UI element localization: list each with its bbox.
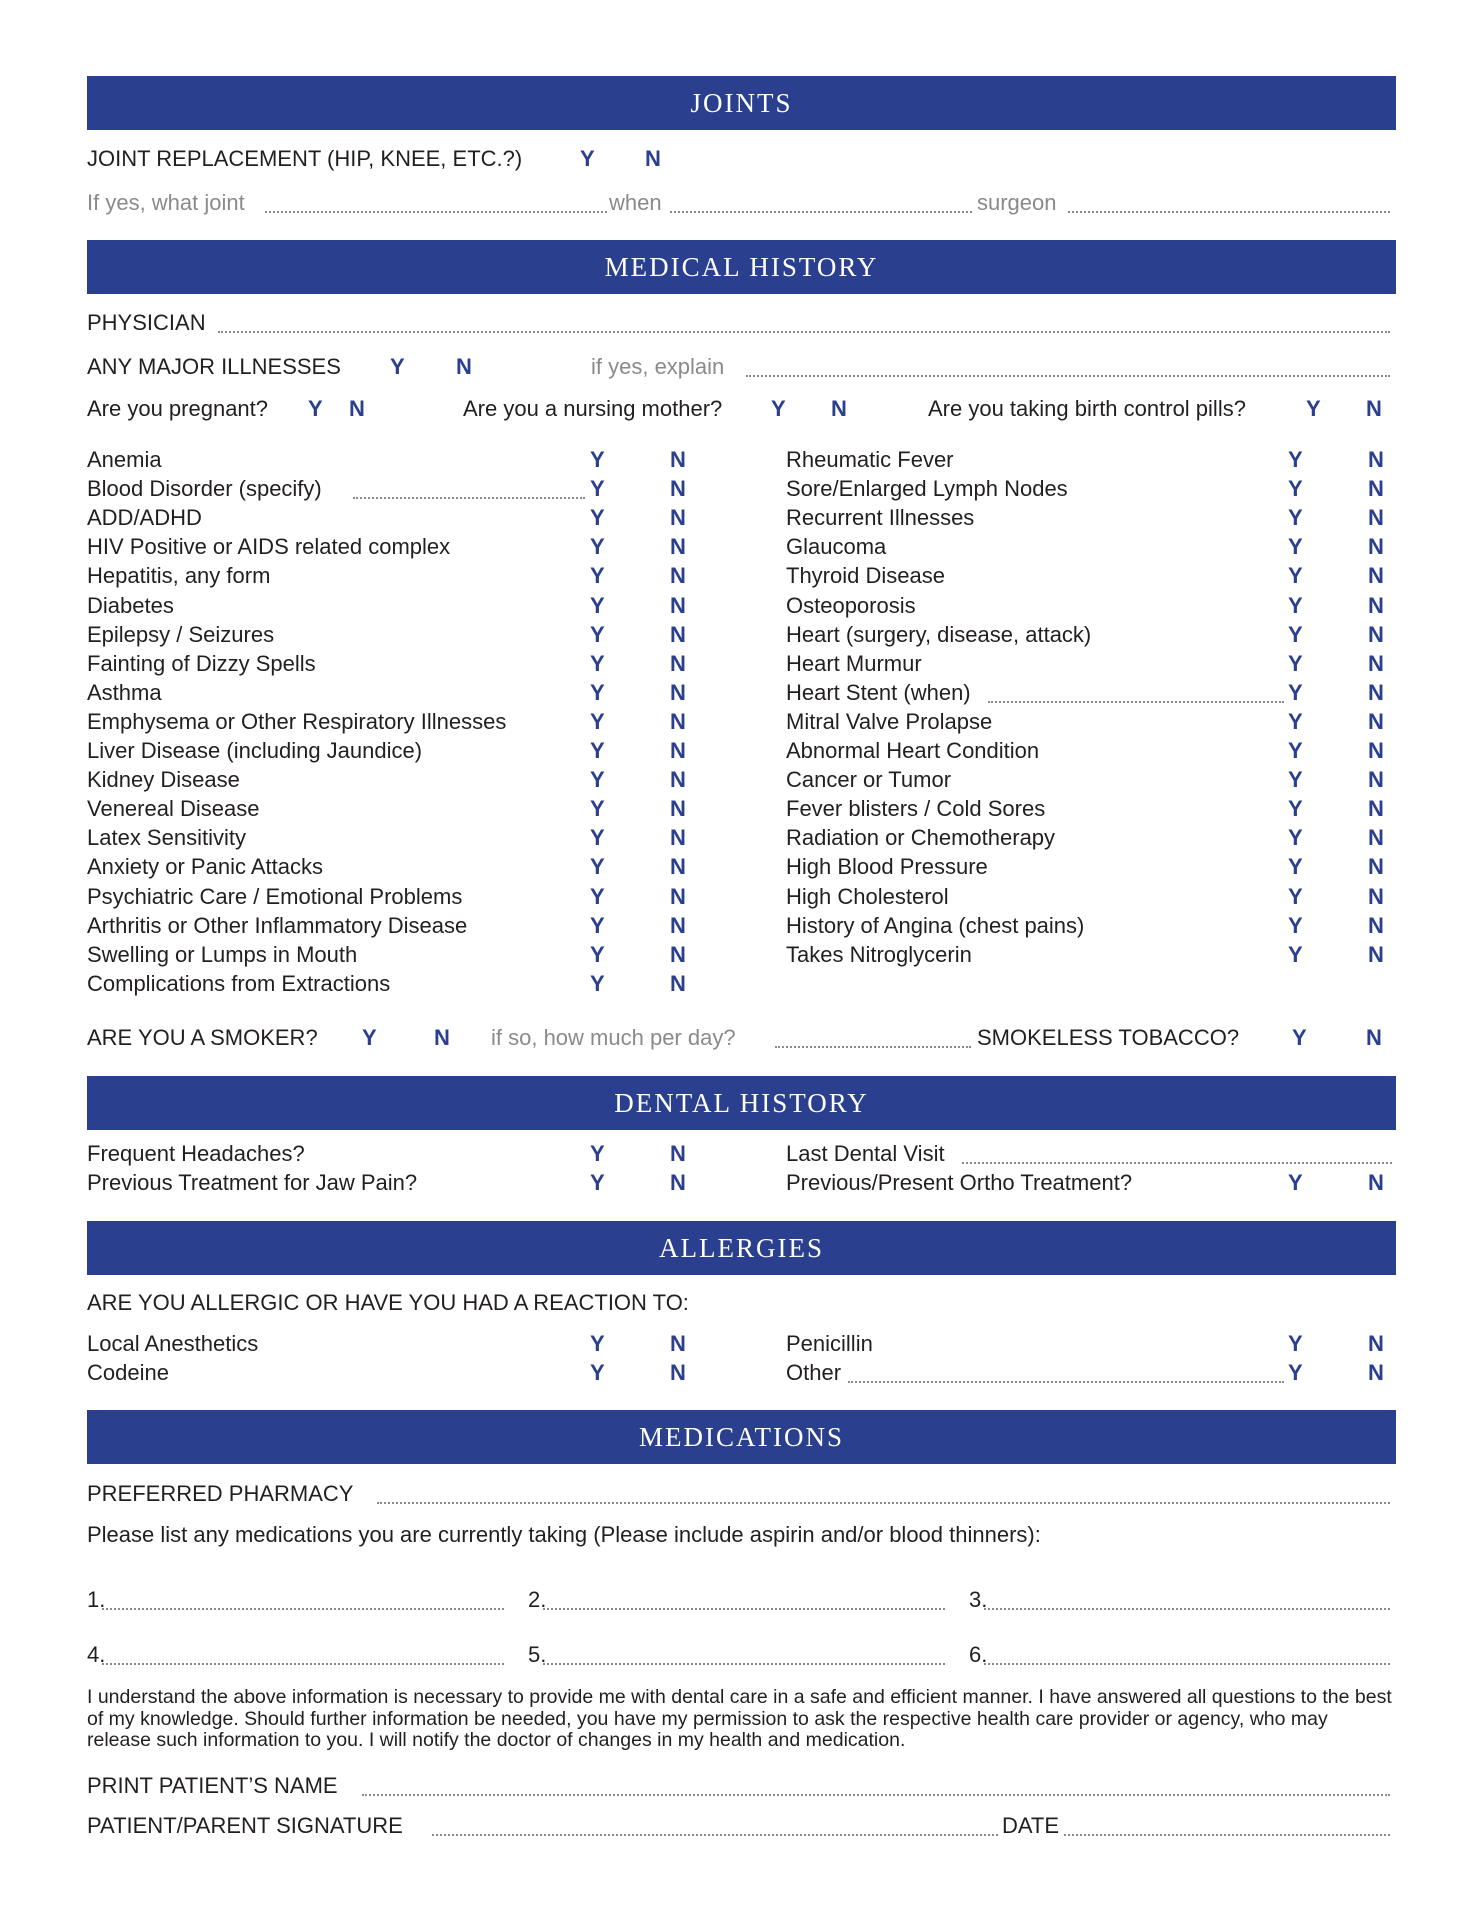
condition-label-thyroid-disease: Thyroid Disease	[786, 563, 945, 589]
condition-label-heart-stent-when: Heart Stent (when)	[786, 679, 971, 705]
condition-yes-osteoporosis[interactable]: Y	[1288, 592, 1303, 618]
section-header-joints: JOINTS	[87, 76, 1396, 130]
condition-no-fever-blisters-cold-sores[interactable]: N	[1368, 796, 1384, 822]
medication-slot-6-field[interactable]	[984, 1663, 1390, 1665]
section-header-medical-history: MEDICAL HISTORY	[87, 240, 1396, 294]
condition-label-hiv-positive-or-aids-related-complex: HIV Positive or AIDS related complex	[87, 534, 451, 560]
condition-label-diabetes: Diabetes	[87, 592, 174, 618]
medication-slot-2-label: 2.	[528, 1587, 547, 1612]
last-dental-visit-label: Last Dental Visit	[786, 1141, 945, 1166]
condition-yes-complications-from-extractions[interactable]: Y	[590, 970, 605, 996]
condition-no-mitral-valve-prolapse[interactable]: N	[1368, 708, 1384, 734]
condition-detail-field-heart-stent-when[interactable]	[988, 701, 1284, 703]
medication-slot-4-field[interactable]	[102, 1663, 504, 1665]
medication-slot-1-field[interactable]	[102, 1608, 504, 1610]
condition-no-fainting-of-dizzy-spells[interactable]: N	[670, 650, 686, 676]
birth-control-yes[interactable]: Y	[1306, 396, 1321, 421]
headaches-no[interactable]: N	[670, 1141, 686, 1166]
allergy-question: ARE YOU ALLERGIC OR HAVE YOU HAD A REACTION TO:	[87, 1290, 689, 1315]
condition-label-high-cholesterol: High Cholesterol	[786, 883, 949, 909]
condition-label-arthritis-or-other-inflammatory-disease: Arthritis or Other Inflammatory Disease	[87, 912, 468, 938]
condition-yes-anemia[interactable]: Y	[590, 447, 605, 472]
medication-slot-1-label: 1.	[87, 1587, 106, 1612]
condition-yes-heart-stent-when[interactable]: Y	[1288, 679, 1303, 705]
condition-label-osteoporosis: Osteoporosis	[786, 592, 916, 618]
condition-label-blood-disorder-specify: Blood Disorder (specify)	[87, 476, 322, 502]
medication-slot-5-field[interactable]	[543, 1663, 945, 1665]
condition-label-radiation-or-chemotherapy: Radiation or Chemotherapy	[786, 825, 1056, 851]
condition-yes-recurrent-illnesses[interactable]: Y	[1288, 505, 1303, 531]
medication-slot-2-field[interactable]	[543, 1608, 945, 1610]
condition-no-add-adhd[interactable]: N	[670, 505, 686, 531]
condition-yes-psychiatric-care-emotional-problems[interactable]: Y	[590, 883, 605, 909]
signature-field[interactable]	[432, 1834, 998, 1836]
condition-no-anxiety-or-panic-attacks[interactable]: N	[670, 854, 686, 880]
when-field[interactable]	[670, 211, 972, 213]
condition-no-latex-sensitivity[interactable]: N	[670, 825, 686, 851]
condition-label-epilepsy-seizures: Epilepsy / Seizures	[87, 621, 275, 647]
date-field[interactable]	[1064, 1834, 1390, 1836]
per-day-field[interactable]	[775, 1046, 971, 1048]
condition-label-recurrent-illnesses: Recurrent Illnesses	[786, 505, 975, 531]
medication-slot-4-label: 4.	[87, 1642, 106, 1667]
condition-label-heart-surgery-disease-attack: Heart (surgery, disease, attack)	[786, 621, 1092, 647]
section-header-dental-history: DENTAL HISTORY	[87, 1076, 1396, 1130]
condition-detail-field-blood-disorder-specify[interactable]	[353, 497, 585, 499]
condition-yes-epilepsy-seizures[interactable]: Y	[590, 621, 605, 647]
condition-no-thyroid-disease[interactable]: N	[1368, 563, 1384, 589]
condition-label-mitral-valve-prolapse: Mitral Valve Prolapse	[786, 708, 993, 734]
condition-no-cancer-or-tumor[interactable]: N	[1368, 767, 1384, 793]
what-joint-label: If yes, what joint	[87, 190, 245, 215]
condition-no-glaucoma[interactable]: N	[1368, 534, 1384, 560]
condition-label-sore-enlarged-lymph-nodes: Sore/Enlarged Lymph Nodes	[786, 476, 1068, 502]
condition-no-history-of-angina-chest-pains[interactable]: N	[1368, 912, 1384, 938]
condition-no-kidney-disease[interactable]: N	[670, 767, 686, 793]
codeine-label: Codeine	[87, 1360, 169, 1385]
other-allergy-field[interactable]	[848, 1381, 1284, 1383]
medication-slot-6-label: 6.	[969, 1642, 988, 1667]
date-label: DATE	[1002, 1813, 1060, 1838]
condition-yes-history-of-angina-chest-pains[interactable]: Y	[1288, 912, 1303, 938]
other-allergy-yes[interactable]: Y	[1288, 1360, 1303, 1385]
jaw-pain-yes[interactable]: Y	[590, 1170, 605, 1195]
joint-replacement-no[interactable]: N	[645, 146, 661, 171]
condition-yes-glaucoma[interactable]: Y	[1288, 534, 1303, 560]
condition-no-abnormal-heart-condition[interactable]: N	[1368, 738, 1384, 763]
penicillin-no[interactable]: N	[1368, 1331, 1384, 1356]
nursing-yes[interactable]: Y	[771, 396, 786, 421]
condition-yes-radiation-or-chemotherapy[interactable]: Y	[1288, 825, 1303, 851]
condition-no-anemia[interactable]: N	[670, 447, 686, 472]
physician-label: PHYSICIAN	[87, 310, 206, 335]
last-dental-visit-field[interactable]	[962, 1162, 1392, 1164]
condition-no-heart-murmur[interactable]: N	[1368, 650, 1384, 676]
condition-no-sore-enlarged-lymph-nodes[interactable]: N	[1368, 476, 1384, 502]
condition-no-takes-nitroglycerin[interactable]: N	[1368, 941, 1384, 967]
medication-slot-3-label: 3.	[969, 1587, 988, 1612]
local-anesthetics-label: Local Anesthetics	[87, 1331, 259, 1356]
condition-yes-hiv-positive-or-aids-related-complex[interactable]: Y	[590, 534, 605, 560]
condition-yes-heart-murmur[interactable]: Y	[1288, 650, 1303, 676]
condition-no-rheumatic-fever[interactable]: N	[1368, 447, 1384, 472]
condition-label-add-adhd: ADD/ADHD	[87, 505, 202, 531]
consent-statement: I understand the above information is necessary to provide me with dental care in a safe and efficient manner. I have answered all questions to the best of my knowledge. Should further information be needed, you have my permission to ask the respective health care provider or agency, who may release such information to you. I will notify the doctor of changes in my health and medication.	[87, 1686, 1392, 1751]
ortho-no[interactable]: N	[1368, 1170, 1384, 1195]
condition-no-heart-surgery-disease-attack[interactable]: N	[1368, 621, 1384, 647]
pregnant-no[interactable]: N	[349, 396, 365, 421]
ortho-label: Previous/Present Ortho Treatment?	[786, 1170, 1133, 1195]
explain-label: if yes, explain	[591, 354, 725, 379]
condition-yes-latex-sensitivity[interactable]: Y	[590, 825, 605, 851]
condition-label-latex-sensitivity: Latex Sensitivity	[87, 825, 246, 851]
condition-no-arthritis-or-other-inflammatory-disease[interactable]: N	[670, 912, 686, 938]
what-joint-field[interactable]	[265, 211, 607, 213]
condition-no-swelling-or-lumps-in-mouth[interactable]: N	[670, 941, 686, 967]
pregnant-yes[interactable]: Y	[308, 396, 323, 421]
condition-yes-fainting-of-dizzy-spells[interactable]: Y	[590, 650, 605, 676]
condition-no-venereal-disease[interactable]: N	[670, 796, 686, 822]
condition-no-radiation-or-chemotherapy[interactable]: N	[1368, 825, 1384, 851]
condition-yes-anxiety-or-panic-attacks[interactable]: Y	[590, 854, 605, 880]
smoker-no[interactable]: N	[434, 1025, 450, 1050]
condition-label-venereal-disease: Venereal Disease	[87, 796, 260, 822]
penicillin-label: Penicillin	[786, 1331, 873, 1356]
smoker-yes[interactable]: Y	[362, 1025, 377, 1050]
condition-no-psychiatric-care-emotional-problems[interactable]: N	[670, 883, 686, 909]
penicillin-yes[interactable]: Y	[1288, 1331, 1303, 1356]
condition-label-fever-blisters-cold-sores: Fever blisters / Cold Sores	[786, 796, 1046, 822]
physician-field[interactable]	[218, 331, 1390, 333]
condition-no-hiv-positive-or-aids-related-complex[interactable]: N	[670, 534, 686, 560]
codeine-yes[interactable]: Y	[590, 1360, 605, 1385]
per-day-label: if so, how much per day?	[491, 1025, 736, 1050]
medication-list-prompt: Please list any medications you are currently taking (Please include aspirin and/or blood thinners):	[87, 1522, 1041, 1547]
condition-no-blood-disorder-specify[interactable]: N	[670, 476, 686, 502]
condition-label-cancer-or-tumor: Cancer or Tumor	[786, 767, 952, 793]
condition-label-abnormal-heart-condition: Abnormal Heart Condition	[786, 738, 1040, 763]
explain-field[interactable]	[746, 375, 1390, 377]
other-allergy-no[interactable]: N	[1368, 1360, 1384, 1385]
condition-yes-cancer-or-tumor[interactable]: Y	[1288, 767, 1303, 793]
surgeon-field[interactable]	[1068, 211, 1390, 213]
condition-label-swelling-or-lumps-in-mouth: Swelling or Lumps in Mouth	[87, 941, 358, 967]
major-illnesses-no[interactable]: N	[456, 354, 472, 379]
condition-no-liver-disease-including-jaundice[interactable]: N	[670, 738, 686, 763]
condition-label-high-blood-pressure: High Blood Pressure	[786, 854, 988, 880]
pharmacy-field[interactable]	[377, 1502, 1390, 1504]
condition-label-kidney-disease: Kidney Disease	[87, 767, 240, 793]
major-illnesses-label: ANY MAJOR ILLNESSES	[87, 354, 341, 379]
condition-no-recurrent-illnesses[interactable]: N	[1368, 505, 1384, 531]
condition-label-anxiety-or-panic-attacks: Anxiety or Panic Attacks	[87, 854, 323, 880]
joint-replacement-yes[interactable]: Y	[580, 146, 595, 171]
condition-no-high-blood-pressure[interactable]: N	[1368, 854, 1384, 880]
smokeless-no[interactable]: N	[1366, 1025, 1382, 1050]
condition-yes-high-blood-pressure[interactable]: Y	[1288, 854, 1303, 880]
ortho-yes[interactable]: Y	[1288, 1170, 1303, 1195]
local-anesthetics-yes[interactable]: Y	[590, 1331, 605, 1356]
condition-yes-heart-surgery-disease-attack[interactable]: Y	[1288, 621, 1303, 647]
condition-yes-liver-disease-including-jaundice[interactable]: Y	[590, 738, 605, 763]
condition-label-psychiatric-care-emotional-problems: Psychiatric Care / Emotional Problems	[87, 883, 463, 909]
headaches-label: Frequent Headaches?	[87, 1141, 305, 1166]
condition-yes-emphysema-or-other-respiratory-illnesses[interactable]: Y	[590, 708, 605, 734]
nursing-label: Are you a nursing mother?	[463, 396, 723, 421]
headaches-yes[interactable]: Y	[590, 1141, 605, 1166]
condition-yes-thyroid-disease[interactable]: Y	[1288, 563, 1303, 589]
condition-no-osteoporosis[interactable]: N	[1368, 592, 1384, 618]
pregnant-label: Are you pregnant?	[87, 396, 269, 421]
condition-yes-venereal-disease[interactable]: Y	[590, 796, 605, 822]
condition-label-complications-from-extractions: Complications from Extractions	[87, 970, 391, 996]
condition-no-asthma[interactable]: N	[670, 679, 686, 705]
condition-label-liver-disease-including-jaundice: Liver Disease (including Jaundice)	[87, 738, 423, 763]
condition-yes-add-adhd[interactable]: Y	[590, 505, 605, 531]
condition-no-hepatitis-any-form[interactable]: N	[670, 563, 686, 589]
condition-yes-takes-nitroglycerin[interactable]: Y	[1288, 941, 1303, 967]
condition-label-rheumatic-fever: Rheumatic Fever	[786, 447, 954, 472]
birth-control-no[interactable]: N	[1366, 396, 1382, 421]
condition-no-emphysema-or-other-respiratory-illnesses[interactable]: N	[670, 708, 686, 734]
major-illnesses-yes[interactable]: Y	[390, 354, 405, 379]
condition-yes-arthritis-or-other-inflammatory-disease[interactable]: Y	[590, 912, 605, 938]
condition-label-hepatitis-any-form: Hepatitis, any form	[87, 563, 271, 589]
condition-label-fainting-of-dizzy-spells: Fainting of Dizzy Spells	[87, 650, 316, 676]
pharmacy-label: PREFERRED PHARMACY	[87, 1481, 354, 1506]
condition-yes-hepatitis-any-form[interactable]: Y	[590, 563, 605, 589]
condition-yes-blood-disorder-specify[interactable]: Y	[590, 476, 605, 502]
condition-yes-swelling-or-lumps-in-mouth[interactable]: Y	[590, 941, 605, 967]
condition-no-epilepsy-seizures[interactable]: N	[670, 621, 686, 647]
smokeless-tobacco-label: SMOKELESS TOBACCO?	[977, 1025, 1240, 1050]
condition-no-heart-stent-when[interactable]: N	[1368, 679, 1384, 705]
condition-label-anemia: Anemia	[87, 447, 162, 472]
birth-control-label: Are you taking birth control pills?	[928, 396, 1246, 421]
condition-yes-high-cholesterol[interactable]: Y	[1288, 883, 1303, 909]
condition-yes-kidney-disease[interactable]: Y	[590, 767, 605, 793]
condition-label-emphysema-or-other-respiratory-illnesses: Emphysema or Other Respiratory Illnesses	[87, 708, 507, 734]
condition-yes-mitral-valve-prolapse[interactable]: Y	[1288, 708, 1303, 734]
condition-yes-sore-enlarged-lymph-nodes[interactable]: Y	[1288, 476, 1303, 502]
print-name-label: PRINT PATIENT’S NAME	[87, 1773, 338, 1798]
condition-yes-diabetes[interactable]: Y	[590, 592, 605, 618]
smokeless-yes[interactable]: Y	[1292, 1025, 1307, 1050]
condition-label-glaucoma: Glaucoma	[786, 534, 887, 560]
jaw-pain-no[interactable]: N	[670, 1170, 686, 1195]
condition-yes-rheumatic-fever[interactable]: Y	[1288, 447, 1303, 472]
condition-no-high-cholesterol[interactable]: N	[1368, 883, 1384, 909]
condition-yes-fever-blisters-cold-sores[interactable]: Y	[1288, 796, 1303, 822]
medication-slot-3-field[interactable]	[984, 1608, 1390, 1610]
print-name-field[interactable]	[362, 1794, 1390, 1796]
when-label: when	[609, 190, 662, 215]
other-allergy-label: Other	[786, 1360, 842, 1385]
condition-yes-asthma[interactable]: Y	[590, 679, 605, 705]
condition-label-asthma: Asthma	[87, 679, 162, 705]
surgeon-label: surgeon	[977, 190, 1057, 215]
condition-label-history-of-angina-chest-pains: History of Angina (chest pains)	[786, 912, 1085, 938]
medication-slot-5-label: 5.	[528, 1642, 547, 1667]
condition-label-heart-murmur: Heart Murmur	[786, 650, 922, 676]
condition-no-complications-from-extractions[interactable]: N	[670, 970, 686, 996]
smoker-label: ARE YOU A SMOKER?	[87, 1025, 318, 1050]
joint-replacement-label: JOINT REPLACEMENT (HIP, KNEE, ETC.?)	[87, 146, 523, 171]
nursing-no[interactable]: N	[831, 396, 847, 421]
section-header-allergies: ALLERGIES	[87, 1221, 1396, 1275]
signature-label: PATIENT/PARENT SIGNATURE	[87, 1813, 403, 1838]
jaw-pain-label: Previous Treatment for Jaw Pain?	[87, 1170, 418, 1195]
condition-label-takes-nitroglycerin: Takes Nitroglycerin	[786, 941, 972, 967]
section-header-medications: MEDICATIONS	[87, 1410, 1396, 1464]
codeine-no[interactable]: N	[670, 1360, 686, 1385]
condition-yes-abnormal-heart-condition[interactable]: Y	[1288, 738, 1303, 763]
local-anesthetics-no[interactable]: N	[670, 1331, 686, 1356]
condition-no-diabetes[interactable]: N	[670, 592, 686, 618]
